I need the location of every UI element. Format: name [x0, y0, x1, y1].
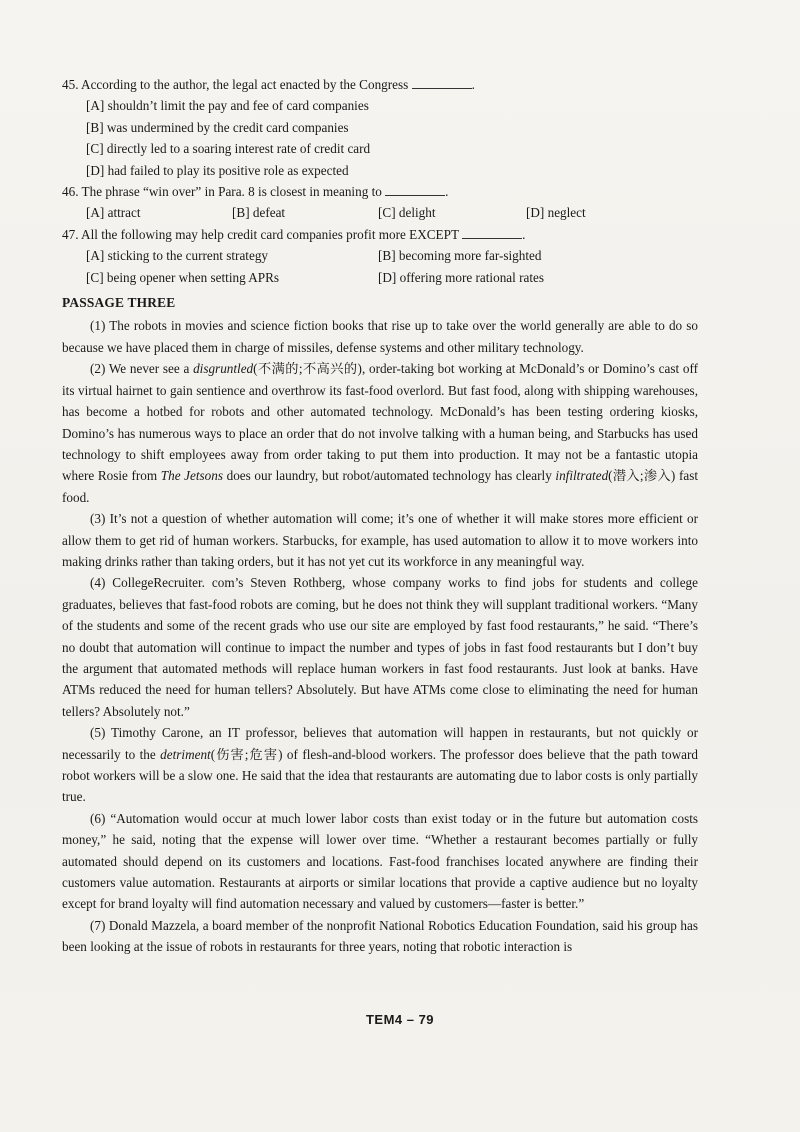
question-47-options-row2: [86, 267, 698, 288]
page-content: [62, 74, 698, 958]
show-title: The Jetsons: [160, 468, 223, 484]
question-47-option-a: [A] sticking to the current strategy: [86, 248, 269, 264]
question-46-option-c: [C] delight: [378, 205, 436, 221]
vocab-term: detriment: [160, 746, 211, 762]
question-46-option-b: [B] defeat: [232, 205, 286, 221]
paragraph-7: (7) Donald Mazzela, a board member of the nonprofit National Robotics Education Foundation, said his group has been looking at the issue of robots in restaurants for three years, noting that robotic interaction is: [62, 917, 698, 955]
question-47-option-d: [D] offering more rational rates: [378, 269, 544, 285]
passage-title: PASSAGE THREE: [62, 295, 176, 311]
question-46-option-a: [A] attract: [86, 205, 141, 221]
question-45-option-c: [C] directly led to a soaring interest rate of credit card: [86, 141, 371, 157]
question-47-options-row1: [86, 245, 698, 266]
paragraph-1: (1) The robots in movies and science fiction books that rise up to take over the world generally are able to do so because we have placed them in charge of missiles, defense systems and other military technology.: [62, 318, 698, 355]
paragraph-6: (6) “Automation would occur at much lower labor costs than exist today or in the future but automation costs money,” he said, noting that the expense will lower over time. “Whether a restaurant becomes partially or fully automated should depend on its customers and locations. Fast-food franchises located anywhere are finding their customers value automation. Restaurants at airports or similar locations that provide a captive audience but no loyalty except for brand loyalty will find automation necessary and valued by customers—faster is better.”: [62, 810, 698, 912]
question-47-stem: 47. All the following may help credit card companies profit more EXCEPT .: [62, 226, 526, 242]
paragraph-4: (4) CollegeRecruiter. com’s Steven Rothberg, whose company works to find jobs for students and college graduates, believes that fast-food robots are coming, but he does not think they will supplant traditional workers. “Many of the students and some of the recent grads who use our site are employed by fast food restaurants,” he said. “There’s no doubt that automation will continue to impact the number and types of jobs in fast food restaurants but I don’t buy the argument that automated methods will replace human workers in fast food restaurants. Just look at banks. Have ATMs reduced the need for human tellers? Absolutely. But have ATMs come close to eliminating the need for human tellers? Absolutely not.”: [62, 575, 698, 719]
question-47-option-b: [B] becoming more far-sighted: [378, 248, 542, 264]
paragraph-2: (2) We never see a disgruntled(不满的;不高兴的), order-taking bot working at McDonald’s or Domino’s cast off its virtual hairnet to gain sentience and overthrow its fast-food overlord. But fast food, along with shipping warehouses, has become a hotbed for robots and other automated technology. McDonald’s has been testing ordering kiosks, Domino’s has numerous ways to place an order that do not involve talking with a human being, and Starbucks has used technology to shift employees away from order taking to put them into production. It may not be a fantastic utopia where Rosie from The Jetsons does our laundry, but robot/automated technology has clearly infiltrated(潜入;渗入) fast food.: [62, 361, 698, 505]
vocab-term: disgruntled: [193, 361, 254, 377]
vocab-gloss: (伤害;危害): [210, 746, 283, 762]
answer-blank: [462, 225, 522, 239]
question-47-option-c: [C] being opener when setting APRs: [86, 269, 280, 285]
vocab-gloss: (不满的;不高兴的): [253, 361, 362, 377]
answer-blank: [385, 182, 445, 196]
question-45-stem: 45. According to the author, the legal act enacted by the Congress .: [62, 77, 475, 92]
page-number: TEM4 – 79: [365, 1012, 435, 1027]
vocab-term: infiltrated: [555, 468, 609, 484]
question-45-option-d: [D] had failed to play its positive role as expected: [86, 162, 349, 178]
paragraph-5: (5) Timothy Carone, an IT professor, believes that automation will happen in restaurants, but not quickly or necessarily to the detriment(伤害;危害) of flesh-and-blood workers. The professor does believe that the path toward robot workers will be a slow one. He said that the idea that restaurants are automating due to labor costs is only partially true.: [62, 725, 698, 805]
question-45-option-b: [B] was undermined by the credit card companies: [86, 119, 349, 135]
question-46-option-d: [D] neglect: [526, 205, 586, 221]
question-46-stem: 46. The phrase “win over” in Para. 8 is closest in meaning to .: [62, 184, 449, 200]
answer-blank: [412, 75, 472, 89]
question-45-option-a: [A] shouldn’t limit the pay and fee of card companies: [86, 98, 369, 114]
paragraph-3: (3) It’s not a question of whether automation will come; it’s one of whether it will make stores more efficient or allow them to get rid of human workers. Starbucks, for example, has used automation to allow it to move workers into making drinks rather than taking orders, but it has not yet cut its workforce in any meaningful way.: [62, 511, 698, 569]
question-46-options: [86, 202, 698, 223]
vocab-gloss: (潜入;渗入): [608, 468, 676, 484]
